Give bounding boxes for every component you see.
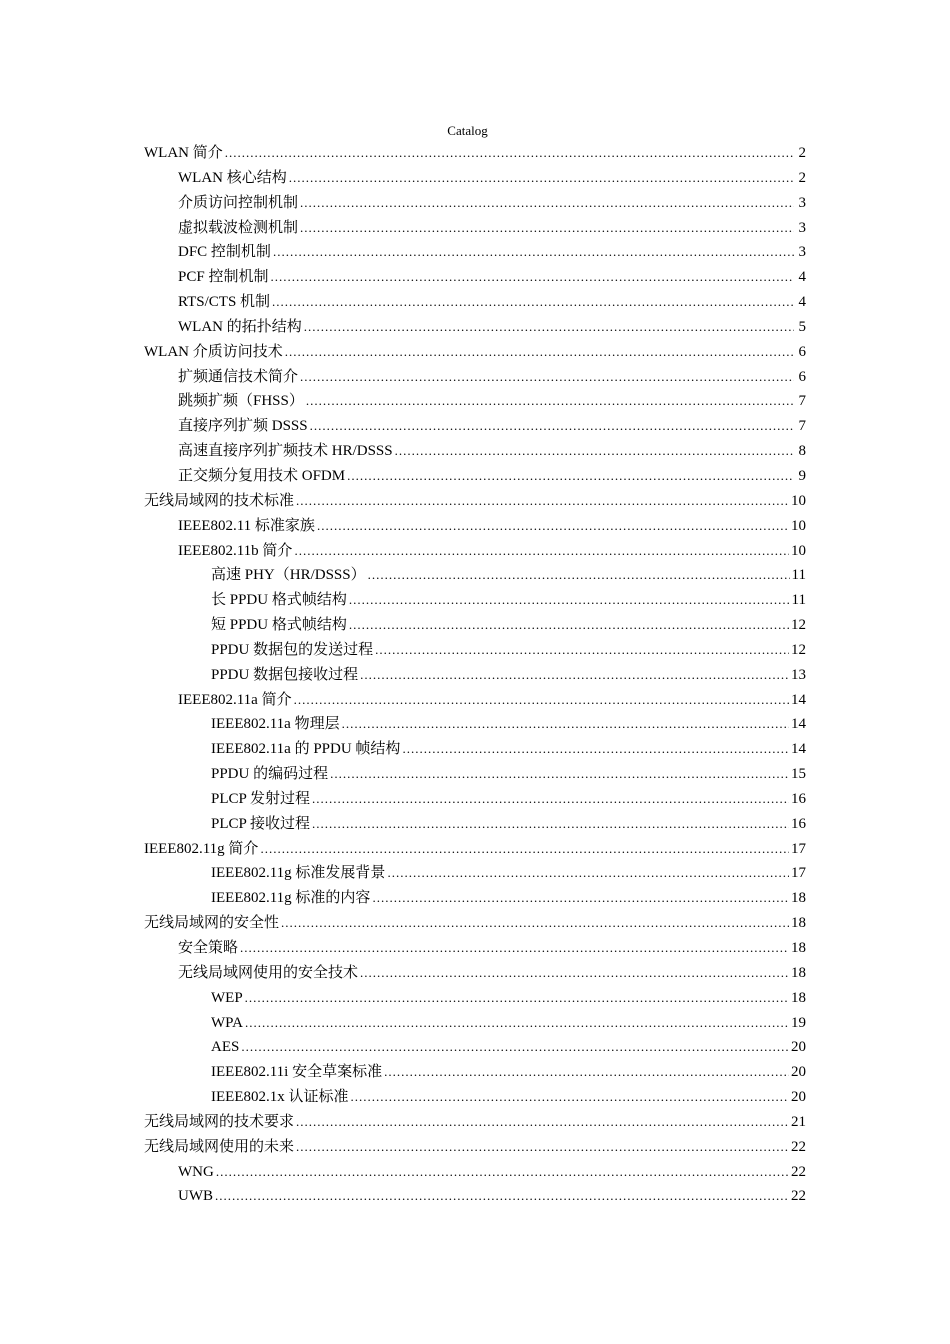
- toc-entry-title: PCF 控制机制: [178, 269, 269, 286]
- toc-entry-title: 长 PPDU 格式帧结构: [211, 592, 347, 609]
- toc-entry-page-number: 16: [791, 790, 806, 807]
- toc-entry-title: WLAN 的拓扑结构: [178, 318, 302, 335]
- toc-entry[interactable]: [144, 1110, 806, 1135]
- toc-entry-page-number: 3: [798, 244, 806, 261]
- toc-entry[interactable]: [144, 961, 806, 986]
- dot-leader: [306, 389, 794, 414]
- toc-entry[interactable]: [144, 1160, 806, 1185]
- toc-entry-page-number: 13: [791, 666, 806, 683]
- toc-entry[interactable]: [144, 141, 806, 166]
- dot-leader: [225, 141, 794, 166]
- toc-entry-page-number: 20: [791, 1089, 806, 1106]
- toc-entry-page-number: 14: [791, 691, 806, 708]
- toc-entry[interactable]: [144, 240, 806, 265]
- toc-entry[interactable]: [144, 290, 806, 315]
- dot-leader: [347, 464, 794, 489]
- toc-entry-page-number: 22: [791, 1188, 806, 1205]
- toc-entry-page-number: 16: [791, 815, 806, 832]
- toc-entry-title: 短 PPDU 格式帧结构: [211, 617, 347, 634]
- dot-leader: [300, 191, 794, 216]
- toc-entry-page-number: 19: [791, 1014, 806, 1031]
- toc-entry[interactable]: [144, 787, 806, 812]
- dot-leader: [296, 1135, 789, 1160]
- toc-entry-title: IEEE802.11a 的 PPDU 帧结构: [211, 741, 401, 758]
- toc-entry-title: 高速 PHY（HR/DSSS）: [211, 567, 366, 584]
- toc-entry-title: 高速直接序列扩频技术 HR/DSSS: [178, 443, 393, 460]
- toc-entry-page-number: 22: [791, 1163, 806, 1180]
- dot-leader: [375, 638, 789, 663]
- toc-entry-page-number: 8: [798, 443, 806, 460]
- toc-entry-title: IEEE802.11g 简介: [144, 840, 259, 857]
- catalog-title: Catalog: [447, 123, 488, 138]
- dot-leader: [272, 290, 794, 315]
- dot-leader: [294, 539, 789, 564]
- toc-entry-page-number: 2: [798, 169, 806, 186]
- dot-leader: [304, 315, 794, 340]
- dot-leader: [349, 613, 789, 638]
- toc-entry-page-number: 21: [791, 1113, 806, 1130]
- toc-entry-title: AES: [211, 1039, 240, 1056]
- toc-entry-page-number: 17: [791, 840, 806, 857]
- dot-leader: [342, 712, 789, 737]
- toc-entry-title: WEP: [211, 989, 243, 1006]
- toc-entry-page-number: 9: [798, 467, 806, 484]
- dot-leader: [317, 514, 789, 539]
- toc-entry[interactable]: [144, 216, 806, 241]
- toc-entry-title: IEEE802.11i 安全草案标准: [211, 1064, 383, 1081]
- toc-entry-page-number: 7: [798, 393, 806, 410]
- toc-entry[interactable]: [144, 340, 806, 365]
- toc-entry-title: PLCP 发射过程: [211, 790, 311, 807]
- dot-leader: [395, 439, 794, 464]
- toc-entry-title: 跳频扩频（FHSS）: [178, 393, 304, 410]
- toc-entry[interactable]: [144, 588, 806, 613]
- toc-entry-title: IEEE802.11b 简介: [178, 542, 293, 559]
- toc-entry-page-number: 18: [791, 915, 806, 932]
- toc-entry[interactable]: [144, 986, 806, 1011]
- toc-entry[interactable]: [144, 1060, 806, 1085]
- toc-entry[interactable]: [144, 886, 806, 911]
- dot-leader: [312, 787, 789, 812]
- dot-leader: [296, 489, 789, 514]
- toc-entry-title: 无线局域网使用的未来: [144, 1138, 295, 1155]
- dot-leader: [368, 563, 790, 588]
- toc-entry-page-number: 2: [798, 145, 806, 161]
- toc-entry-title: WLAN 核心结构: [178, 169, 287, 186]
- dot-leader: [285, 340, 794, 365]
- toc-entry-page-number: 18: [791, 989, 806, 1006]
- toc-entry[interactable]: [144, 1184, 806, 1209]
- dot-leader: [360, 663, 789, 688]
- toc-entry-title: IEEE802.11a 物理层: [211, 716, 340, 733]
- toc-entry-title: WLAN 简介: [144, 145, 223, 161]
- toc-entry-title: 无线局域网的技术要求: [144, 1113, 295, 1130]
- toc-entry[interactable]: [144, 166, 806, 191]
- toc-entry-page-number: 6: [798, 368, 806, 385]
- dot-leader: [300, 216, 794, 241]
- toc-entry-page-number: 18: [791, 940, 806, 956]
- toc-entry-title: PLCP 接收过程: [211, 815, 311, 832]
- dot-leader: [372, 886, 789, 911]
- toc-entry-title: 无线局域网的安全性: [144, 915, 280, 932]
- toc-entry[interactable]: [144, 812, 806, 837]
- toc-entry[interactable]: [144, 712, 806, 737]
- dot-leader: [289, 166, 794, 191]
- dot-leader: [402, 737, 789, 762]
- toc-entry-title: 无线局域网使用的安全技术: [178, 964, 359, 981]
- toc-entry-page-number: 17: [791, 865, 806, 882]
- toc-entry-page-number: 3: [798, 194, 806, 211]
- toc-entry-page-number: 10: [791, 542, 806, 559]
- toc-entry[interactable]: [144, 613, 806, 638]
- toc-entry-page-number: 5: [798, 318, 806, 335]
- toc-entry[interactable]: [144, 1035, 806, 1060]
- dot-leader: [300, 365, 794, 390]
- dot-leader: [245, 1011, 789, 1036]
- toc-entry[interactable]: [144, 439, 806, 464]
- dot-leader: [360, 961, 789, 986]
- toc-entry-title: RTS/CTS 机制: [178, 294, 271, 311]
- dot-leader: [240, 936, 789, 961]
- dot-leader: [241, 1035, 789, 1060]
- dot-leader: [312, 812, 789, 837]
- dot-leader: [215, 1184, 789, 1209]
- toc-entry-page-number: 14: [791, 741, 806, 758]
- toc-entry[interactable]: [144, 539, 806, 564]
- dot-leader: [330, 762, 789, 787]
- toc-entry-title: PPDU 数据包接收过程: [211, 666, 359, 683]
- dot-leader: [260, 837, 789, 862]
- toc-entry[interactable]: [144, 663, 806, 688]
- toc-entry[interactable]: [144, 464, 806, 489]
- toc-entry[interactable]: [144, 315, 806, 340]
- dot-leader: [281, 911, 789, 936]
- toc-entry[interactable]: [144, 191, 806, 216]
- toc-entry-page-number: 7: [798, 418, 806, 435]
- toc-entry[interactable]: [144, 936, 806, 961]
- dot-leader: [273, 240, 794, 265]
- toc-entry-title: 虚拟载波检测机制: [178, 219, 299, 236]
- toc-entry-title: PPDU 数据包的发送过程: [211, 641, 374, 658]
- toc-entry-title: 无线局域网的技术标准: [144, 492, 295, 509]
- toc-entry-title: 安全策略: [178, 940, 239, 956]
- toc-entry[interactable]: [144, 737, 806, 762]
- toc-entry-page-number: 20: [791, 1064, 806, 1081]
- toc-entry-title: WNG: [178, 1163, 214, 1180]
- toc-entry-title: IEEE802.11a 简介: [178, 691, 292, 708]
- toc-entry-title: DFC 控制机制: [178, 244, 271, 261]
- toc-entry[interactable]: [144, 861, 806, 886]
- toc-entry-title: 直接序列扩频 DSSS: [178, 418, 308, 435]
- toc-entry-page-number: 12: [791, 641, 806, 658]
- dot-leader: [310, 414, 794, 439]
- toc-entry[interactable]: [144, 688, 806, 713]
- toc-entry-title: IEEE802.11 标准家族: [178, 517, 315, 534]
- dot-leader: [350, 1085, 789, 1110]
- toc-entry-page-number: 4: [798, 294, 806, 311]
- toc-entry[interactable]: [144, 365, 806, 390]
- toc-entry-page-number: 18: [791, 964, 806, 981]
- toc-entry-title: IEEE802.11g 标准发展背景: [211, 865, 386, 882]
- toc-entry[interactable]: [144, 389, 806, 414]
- toc-entry-page-number: 12: [791, 617, 806, 634]
- toc-entry-page-number: 10: [791, 517, 806, 534]
- toc-entry[interactable]: [144, 638, 806, 663]
- toc-entry[interactable]: [144, 762, 806, 787]
- toc-entry[interactable]: [144, 837, 806, 862]
- toc-entry-page-number: 10: [791, 492, 806, 509]
- dot-leader: [384, 1060, 789, 1085]
- toc-entry[interactable]: [144, 1085, 806, 1110]
- toc-entry-page-number: 11: [791, 567, 806, 584]
- toc-entry-page-number: 11: [791, 592, 806, 609]
- dot-leader: [216, 1160, 789, 1185]
- toc-entry-title: 扩频通信技术简介: [178, 368, 299, 385]
- toc-entry[interactable]: [144, 1011, 806, 1036]
- toc-entry-title: IEEE802.1x 认证标准: [211, 1089, 349, 1106]
- dot-leader: [294, 688, 789, 713]
- toc-entry[interactable]: [144, 514, 806, 539]
- toc-entry[interactable]: [144, 563, 806, 588]
- toc-entry[interactable]: [144, 1135, 806, 1160]
- toc-entry[interactable]: [144, 489, 806, 514]
- toc-entry-title: PPDU 的编码过程: [211, 766, 329, 783]
- toc-entry-page-number: 22: [791, 1138, 806, 1155]
- dot-leader: [349, 588, 790, 613]
- toc-entry-page-number: 14: [791, 716, 806, 733]
- toc-entry-title: WLAN 介质访问技术: [144, 343, 283, 360]
- toc-entry-page-number: 20: [791, 1039, 806, 1056]
- toc-entry-page-number: 3: [798, 219, 806, 236]
- table-of-contents: [144, 141, 806, 1209]
- dot-leader: [270, 265, 794, 290]
- toc-entry-title: WPA: [211, 1014, 243, 1031]
- toc-entry-page-number: 4: [798, 269, 806, 286]
- toc-entry[interactable]: [144, 911, 806, 936]
- toc-entry-title: 正交频分复用技术 OFDM: [178, 467, 346, 484]
- toc-entry-page-number: 15: [791, 766, 806, 783]
- dot-leader: [387, 861, 789, 886]
- toc-entry[interactable]: [144, 414, 806, 439]
- toc-entry[interactable]: [144, 265, 806, 290]
- dot-leader: [296, 1110, 789, 1135]
- toc-entry-title: UWB: [178, 1188, 213, 1205]
- toc-entry-title: 介质访问控制机制: [178, 194, 299, 211]
- toc-entry-page-number: 6: [798, 343, 806, 360]
- toc-entry-title: IEEE802.11g 标准的内容: [211, 890, 371, 907]
- toc-entry-page-number: 18: [791, 890, 806, 907]
- dot-leader: [245, 986, 789, 1011]
